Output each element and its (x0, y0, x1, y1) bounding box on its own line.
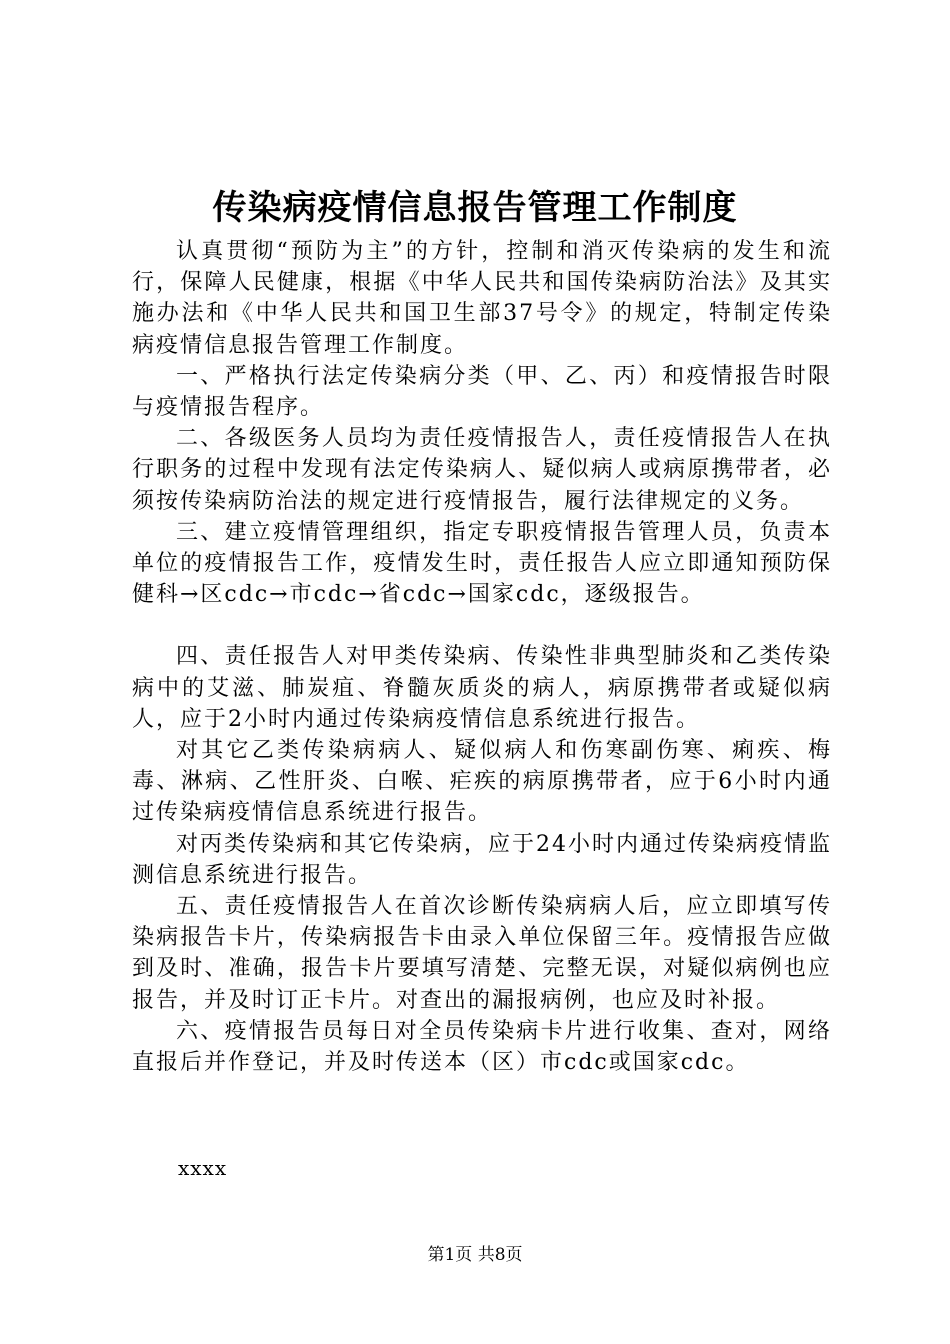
paragraph-4-sub-b: 对丙类传染病和其它传染病，应于24小时内通过传染病疫情监测信息系统进行报告。 (132, 831, 832, 888)
page-footer: 第1页 共8页 (427, 1245, 523, 1265)
paragraph-1: 一、严格执行法定传染病分类（甲、乙、丙）和疫情报告时限与疫情报告程序。 (132, 363, 832, 421)
document-title: 传染病疫情信息报告管理工作制度 (212, 188, 738, 228)
paragraph-intro: 认真贯彻“预防为主”的方针，控制和消灭传染病的发生和流行，保障人民健康，根据《中华人民共和国传染病防治法》及其实施办法和《中华人民共和国卫生部37号令》的规定，特制定传染病疫情信息报告管理工作制度。 (132, 239, 832, 358)
signature: xxxx (178, 1156, 228, 1180)
paragraph-3: 三、建立疫情管理组织，指定专职疫情报告管理人员，负责本单位的疫情报告工作，疫情发生时，责任报告人应立即通知预防保健科→区cdc→市cdc→省cdc→国家cdc，逐级报告。 (132, 519, 832, 608)
document-body (132, 236, 832, 1078)
paragraph-5: 五、责任疫情报告人在首次诊断传染病病人后，应立即填写传染病报告卡片，传染病报告卡由录入单位保留三年。疫情报告应做到及时、准确，报告卡片要填写清楚、完整无误，对疑似病例也应报告，并及时订正卡片。对查出的漏报病例，也应及时补报。 (132, 894, 832, 1013)
paragraph-4-sub-a: 对其它乙类传染病病人、疑似病人和伤寒副伤寒、痢疾、梅毒、淋病、乙性肝炎、白喉、疟疾的病原携带者，应于6小时内通过传染病疫情信息系统进行报告。 (132, 738, 832, 826)
paragraph-4: 四、责任报告人对甲类传染病、传染性非典型肺炎和乙类传染病中的艾滋、肺炭疽、脊髓灰质炎的病人，病原携带者或疑似病人，应于2小时内通过传染病疫情信息系统进行报告。 (132, 644, 832, 732)
paragraph-6: 六、疫情报告员每日对全员传染病卡片进行收集、查对，网络直报后并作登记，并及时传送本（区）市cdc或国家cdc。 (132, 1018, 832, 1076)
paragraph-2: 二、各级医务人员均为责任疫情报告人，责任疫情报告人在执行职务的过程中发现有法定传染病人、疑似病人或病原携带者，必须按传染病防治法的规定进行疫情报告，履行法律规定的义务。 (132, 426, 832, 514)
paragraph-gap (132, 610, 832, 641)
